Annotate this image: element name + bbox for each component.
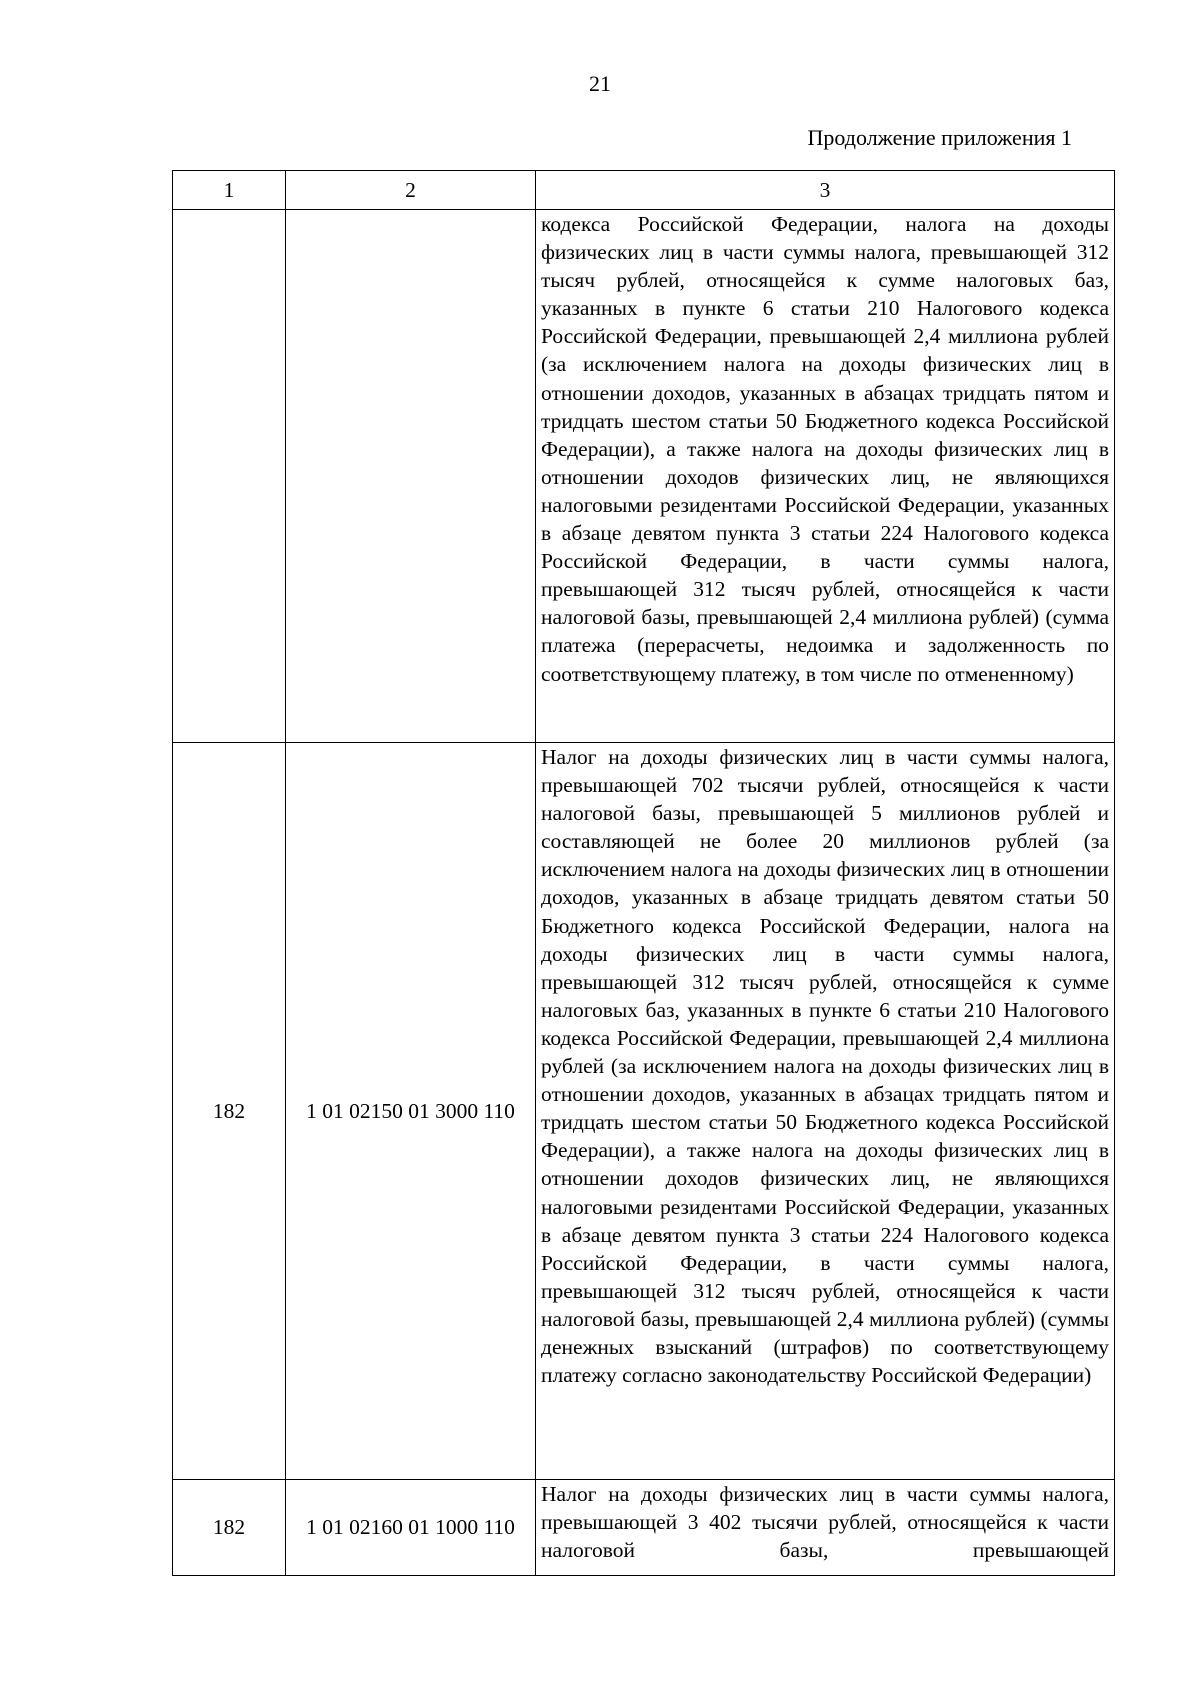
table-row [173, 210, 1115, 743]
description-text: Налог на доходы физических лиц в части суммы налога, превышающей 3 402 тысячи рублей, относящейся к части налоговой базы, превышающей [541, 1482, 1109, 1563]
description-text: Налог на доходы физических лиц в части суммы налога, превышающей 702 тысячи рублей, относящейся к части налоговой базы, превышающей 5 миллионов рублей и составляющей не более 20 миллионов рублей (за исключением налога на доходы физических лиц в отношении доходов, указанных в абзаце тридцать девятом статьи 50 Бюджетного кодекса Российской Федерации, налога на доходы физических лиц в части суммы налога, превышающей 312 тысяч рублей, относящейся к сумме налоговых баз, указанных в пункте 6 статьи 210 Налогового кодекса Российской Федерации, превышающей 2,4 миллиона рублей (за исключением налога на доходы физических лиц в отношении доходов, указанных в абзацах тридцать пятом и тридцать шестом статьи 50 Бюджетного кодекса Российской Федерации), а также налога на доходы физических лиц в отношении доходов физических лиц, не являющихся налоговыми резидентами Российской Федерации, указанных в абзаце девятом пункта 3 статьи 224 Налогового кодекса Российской Федерации, в части суммы налога, превышающей 312 тысяч рублей, относящейся к части налоговой базы, превышающей 2,4 миллиона рублей) (суммы денежных взысканий (штрафов) по соответствующему платежу согласно законодательству Российской Федерации) [541, 745, 1109, 1388]
budget-codes-table [172, 170, 1115, 1576]
header-cell-3: 3 [536, 171, 1115, 210]
header-cell-2: 2 [286, 171, 536, 210]
admin-code-cell: 182 [173, 743, 286, 1480]
page-number: 21 [589, 71, 611, 96]
appendix-caption: Продолжение приложения 1 [807, 125, 1072, 150]
budget-classification-code-cell: 1 01 02160 01 1000 110 [286, 1480, 536, 1576]
budget-classification-code-cell [286, 210, 536, 743]
admin-code-cell [173, 210, 286, 743]
description-cell [536, 210, 1115, 743]
description-cell [536, 743, 1115, 1480]
description-text: кодекса Российской Федерации, налога на доходы физических лиц в части суммы налога, превышающей 312 тысяч рублей, относящейся к сумме налоговых баз, указанных в пункте 6 статьи 210 Налогового кодекса Российской Федерации, превышающей 2,4 миллиона рублей (за исключением налога на доходы физических лиц в отношении доходов, указанных в абзацах тридцать пятом и тридцать шестом статьи 50 Бюджетного кодекса Российской Федерации), а также налога на доходы физических лиц в отношении доходов физических лиц, не являющихся налоговыми резидентами Российской Федерации, указанных в абзаце девятом пункта 3 статьи 224 Налогового кодекса Российской Федерации, в части суммы налога, превышающей 312 тысяч рублей, относящейся к части налоговой базы, превышающей 2,4 миллиона рублей) (сумма платежа (перерасчеты, недоимка и задолженность по соответствующему платежу, в том числе по отмененному) [541, 212, 1109, 686]
table-header-row [173, 171, 1115, 210]
description-cell [536, 1480, 1115, 1576]
header-cell-1: 1 [173, 171, 286, 210]
budget-classification-code-cell: 1 01 02150 01 3000 110 [286, 743, 536, 1480]
admin-code-cell: 182 [173, 1480, 286, 1576]
table-row [173, 1480, 1115, 1576]
table-row [173, 743, 1115, 1480]
